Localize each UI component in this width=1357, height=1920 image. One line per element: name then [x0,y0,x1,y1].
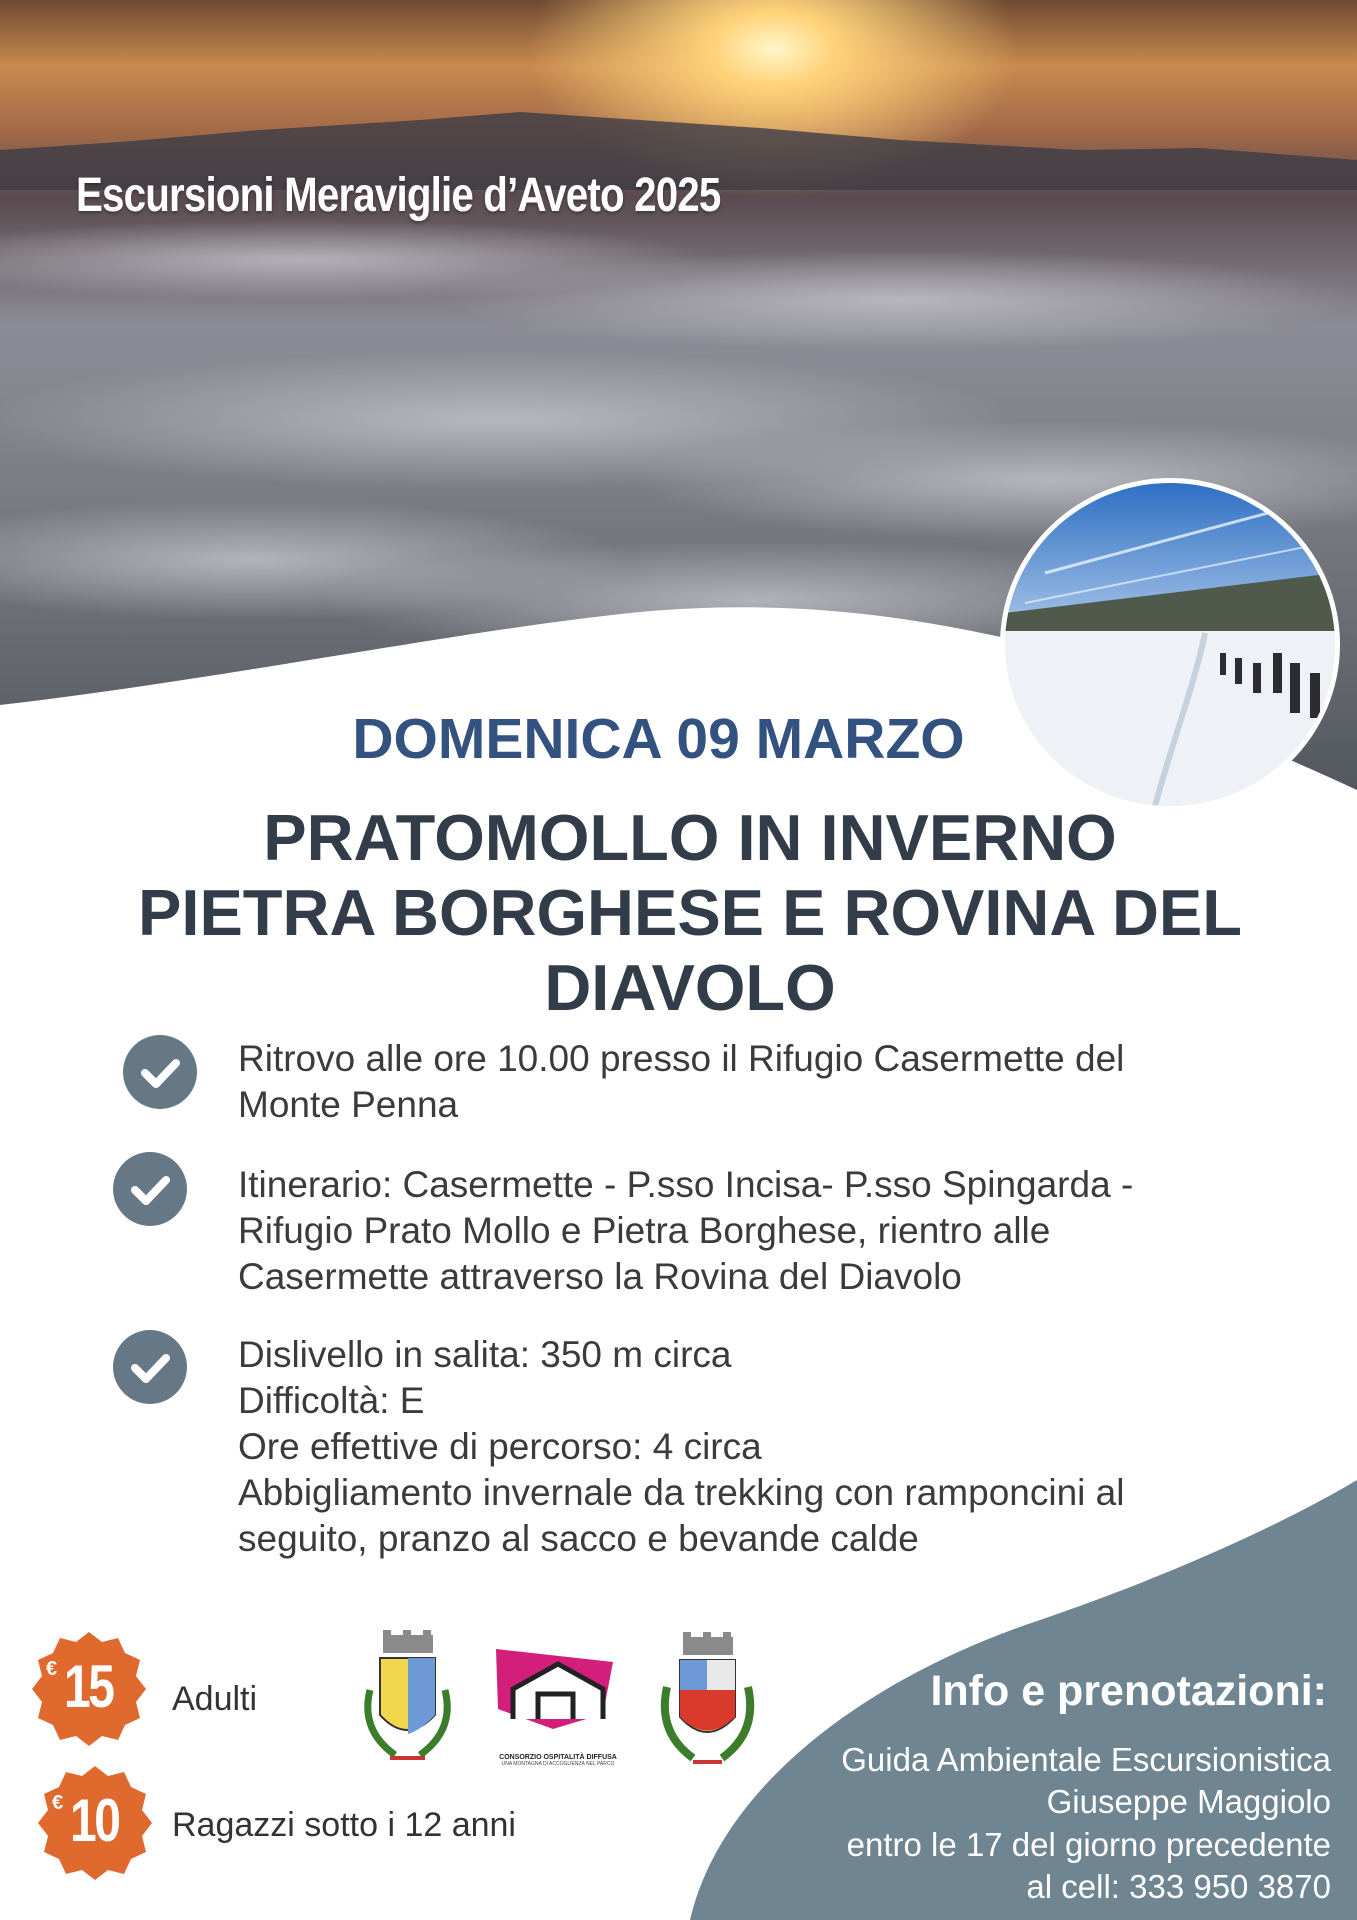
check-circle-icon [123,1035,197,1109]
event-title-line: PRATOMOLLO IN INVERNO [263,801,1117,874]
detail-line: Difficoltà: E [238,1380,425,1421]
price-badge-adults [30,1630,148,1748]
detail-line: Monte Penna [238,1084,459,1125]
price-currency: € [46,1658,58,1680]
detail-line: Rifugio Prato Mollo e Pietra Borghese, rientro alle [238,1210,1051,1251]
detail-itinerary [238,1162,1308,1300]
detail-line: Itinerario: Casermette - P.sso Incisa- P.sso Spingarda - [238,1164,1134,1205]
info-line: Giuseppe Maggiolo [1046,1783,1331,1820]
info-phone: al cell: 333 950 3870 [1026,1868,1331,1905]
check-circle-icon [113,1152,187,1226]
series-title: Escursioni Meraviglie d’Aveto 2025 [76,169,721,222]
price-amount: 15 [64,1653,113,1720]
event-title-line: PIETRA BORGHESE E ROVINA DEL [138,876,1242,949]
detail-line: Abbigliamento invernale da trekking con ramponcini al [238,1472,1125,1513]
consorzio-name: CONSORZIO OSPITALITÀ DIFFUSA [499,1754,617,1761]
price-label: Ragazzi sotto i 12 anni [172,1806,516,1844]
detail-line: Casermette attraverso la Rovina del Diavolo [238,1256,962,1297]
coat-of-arms-icon [655,1632,760,1782]
detail-line: Dislivello in salita: 350 m circa [238,1334,732,1375]
info-heading: Info e prenotazioni: [930,1667,1327,1715]
price-currency: € [52,1792,64,1814]
price-badge-kids [36,1764,154,1882]
price-label: Adulti [172,1680,258,1718]
coat-of-arms-icon [355,1630,460,1780]
detail-line: Ritrovo alle ore 10.00 presso il Rifugio Casermette del [238,1038,1125,1079]
consorzio-logo-icon [493,1644,623,1767]
detail-meeting-point [238,1036,1308,1128]
check-circle-icon [113,1330,187,1404]
consorzio-tagline: UNA MONTAGNA DI ACCOGLIENZA NEL PARCO [501,1761,615,1767]
info-line: entro le 17 del giorno precedente [846,1826,1331,1863]
detail-line: seguito, pranzo al sacco e bevande calde [238,1518,919,1559]
event-title [70,800,1310,1025]
event-date: DOMENICA 09 MARZO [352,707,965,771]
event-title-line: DIAVOLO [544,951,836,1024]
detail-line: Ore effettive di percorso: 4 circa [238,1426,762,1467]
info-line: Guida Ambientale Escursionistica [841,1741,1331,1778]
price-amount: 10 [70,1787,119,1854]
